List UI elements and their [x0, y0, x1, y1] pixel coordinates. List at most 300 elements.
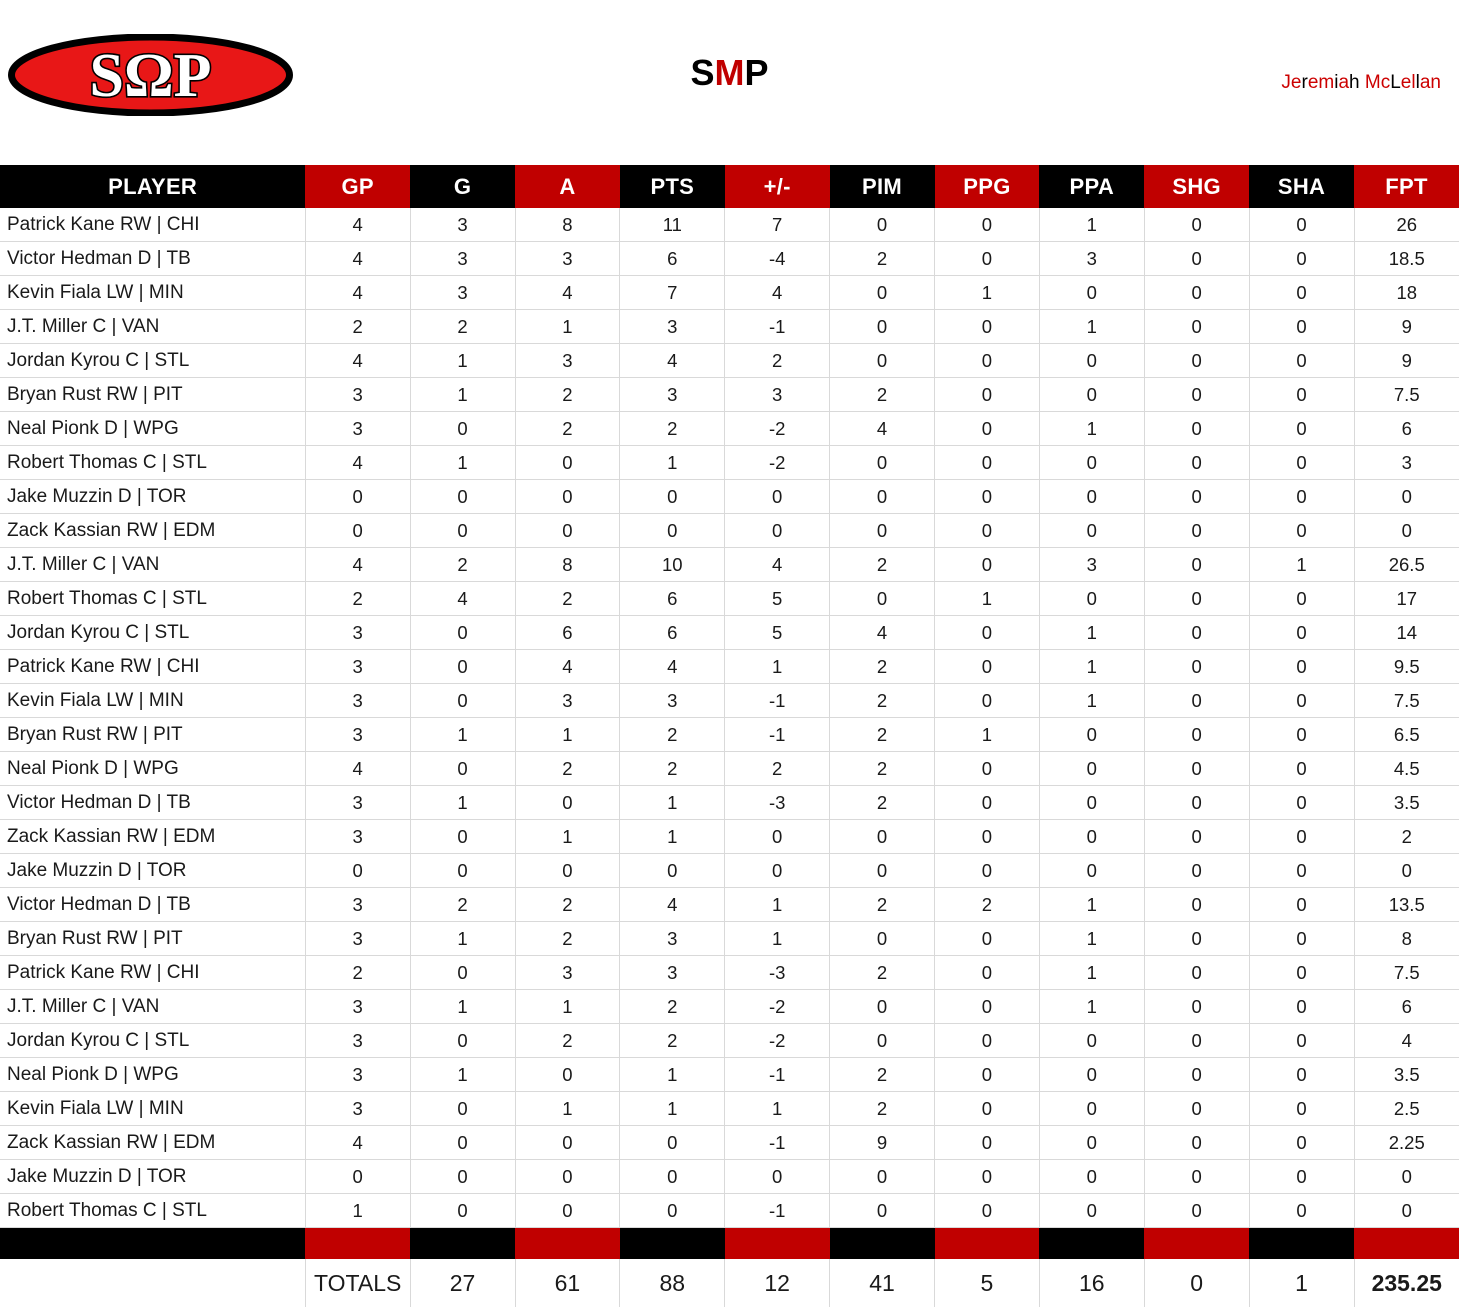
player-stats-table — [0, 165, 1459, 1307]
stat-cell-plus-minus: -1 — [725, 1194, 830, 1228]
stat-cell-gp: 2 — [305, 582, 410, 616]
stat-cell-g: 0 — [410, 820, 515, 854]
stat-cell-sha: 0 — [1249, 1126, 1354, 1160]
stat-cell-ppg: 0 — [935, 378, 1040, 412]
stat-cell-g: 0 — [410, 412, 515, 446]
stat-cell-a: 8 — [515, 208, 620, 242]
stat-cell-pts: 1 — [620, 1058, 725, 1092]
title-letter-m: M — [715, 52, 745, 93]
stat-cell-shg: 0 — [1144, 888, 1249, 922]
stat-cell-pim: 9 — [830, 1126, 935, 1160]
table-row — [0, 888, 1459, 922]
stat-cell-gp: 0 — [305, 480, 410, 514]
stat-cell-ppg: 0 — [935, 344, 1040, 378]
stat-cell-gp: 1 — [305, 1194, 410, 1228]
stat-cell-plus-minus: 1 — [725, 888, 830, 922]
stat-cell-shg: 0 — [1144, 208, 1249, 242]
stat-cell-ppa: 1 — [1039, 208, 1144, 242]
table-row — [0, 684, 1459, 718]
stat-cell-ppg: 0 — [935, 1160, 1040, 1194]
stat-cell-ppa: 0 — [1039, 820, 1144, 854]
svg-text:SΩP: SΩP — [89, 42, 211, 110]
stat-cell-a: 0 — [515, 1126, 620, 1160]
totals-separator-band — [0, 1228, 1459, 1260]
stat-cell-shg: 0 — [1144, 480, 1249, 514]
stat-cell-ppa: 0 — [1039, 1058, 1144, 1092]
stat-cell-pim: 0 — [830, 1160, 935, 1194]
stat-cell-gp: 3 — [305, 684, 410, 718]
stat-cell-ppa: 1 — [1039, 616, 1144, 650]
player-name-cell: Jordan Kyrou C | STL — [0, 616, 305, 650]
stat-cell-g: 2 — [410, 888, 515, 922]
player-name-cell: Patrick Kane RW | CHI — [0, 650, 305, 684]
stat-cell-ppa: 0 — [1039, 276, 1144, 310]
stat-cell-a: 0 — [515, 480, 620, 514]
stat-cell-sha: 0 — [1249, 344, 1354, 378]
stat-cell-gp: 4 — [305, 208, 410, 242]
table-row — [0, 1058, 1459, 1092]
band-cell-player — [0, 1228, 305, 1260]
column-header-g[interactable]: G — [410, 165, 515, 208]
band-cell-sha — [1249, 1228, 1354, 1260]
stat-cell-fpt: 0 — [1354, 480, 1459, 514]
stat-cell-ppg: 0 — [935, 1092, 1040, 1126]
stat-cell-g: 0 — [410, 854, 515, 888]
totals-a: 61 — [515, 1259, 620, 1307]
stat-cell-pim: 0 — [830, 446, 935, 480]
stat-cell-fpt: 18.5 — [1354, 242, 1459, 276]
band-cell-ppg — [935, 1228, 1040, 1260]
player-name-cell: Neal Pionk D | WPG — [0, 752, 305, 786]
stat-cell-pim: 2 — [830, 242, 935, 276]
player-name-cell: Jordan Kyrou C | STL — [0, 1024, 305, 1058]
stat-cell-pts: 6 — [620, 242, 725, 276]
column-header-pim[interactable]: PIM — [830, 165, 935, 208]
stat-cell-a: 3 — [515, 684, 620, 718]
stat-cell-ppg: 0 — [935, 548, 1040, 582]
stat-cell-fpt: 2.5 — [1354, 1092, 1459, 1126]
stat-cell-plus-minus: 1 — [725, 650, 830, 684]
totals-pts: 88 — [620, 1259, 725, 1307]
stat-cell-plus-minus: -1 — [725, 684, 830, 718]
stat-cell-sha: 0 — [1249, 718, 1354, 752]
stat-cell-a: 8 — [515, 548, 620, 582]
stat-cell-sha: 0 — [1249, 378, 1354, 412]
stat-cell-a: 0 — [515, 446, 620, 480]
stat-cell-fpt: 6 — [1354, 990, 1459, 1024]
stat-cell-a: 0 — [515, 786, 620, 820]
stat-cell-sha: 0 — [1249, 752, 1354, 786]
column-header-ppg[interactable]: PPG — [935, 165, 1040, 208]
stat-cell-pts: 1 — [620, 786, 725, 820]
stat-cell-fpt: 6.5 — [1354, 718, 1459, 752]
stat-cell-gp: 4 — [305, 344, 410, 378]
stat-cell-a: 0 — [515, 1058, 620, 1092]
stat-cell-pim: 0 — [830, 514, 935, 548]
stat-cell-pim: 0 — [830, 480, 935, 514]
totals-shg: 0 — [1144, 1259, 1249, 1307]
stat-cell-pts: 4 — [620, 888, 725, 922]
stat-cell-g: 0 — [410, 1160, 515, 1194]
stat-cell-sha: 0 — [1249, 446, 1354, 480]
stat-cell-ppg: 0 — [935, 1024, 1040, 1058]
totals-empty-cell — [0, 1259, 305, 1307]
stat-cell-ppg: 0 — [935, 1058, 1040, 1092]
stat-cell-pim: 0 — [830, 344, 935, 378]
totals-pim: 41 — [830, 1259, 935, 1307]
stat-cell-ppg: 0 — [935, 752, 1040, 786]
stat-cell-shg: 0 — [1144, 1194, 1249, 1228]
table-row — [0, 582, 1459, 616]
player-name-cell: Jake Muzzin D | TOR — [0, 854, 305, 888]
stat-cell-ppa: 0 — [1039, 1092, 1144, 1126]
stat-cell-gp: 3 — [305, 1058, 410, 1092]
stat-cell-a: 4 — [515, 650, 620, 684]
column-header-a[interactable]: A — [515, 165, 620, 208]
stat-cell-pim: 4 — [830, 616, 935, 650]
stat-cell-fpt: 4 — [1354, 1024, 1459, 1058]
stat-cell-plus-minus: 0 — [725, 514, 830, 548]
page-header — [0, 0, 1459, 150]
stat-cell-ppg: 0 — [935, 684, 1040, 718]
stat-cell-sha: 0 — [1249, 582, 1354, 616]
stat-cell-ppa: 0 — [1039, 854, 1144, 888]
player-name-cell: Robert Thomas C | STL — [0, 582, 305, 616]
stat-cell-shg: 0 — [1144, 310, 1249, 344]
stat-cell-ppa: 0 — [1039, 1194, 1144, 1228]
stat-cell-pim: 2 — [830, 1058, 935, 1092]
stat-cell-sha: 0 — [1249, 650, 1354, 684]
table-row — [0, 820, 1459, 854]
stat-cell-gp: 0 — [305, 1160, 410, 1194]
stat-cell-ppa: 0 — [1039, 446, 1144, 480]
stat-cell-a: 2 — [515, 752, 620, 786]
stat-cell-pts: 3 — [620, 310, 725, 344]
stat-cell-sha: 0 — [1249, 310, 1354, 344]
stat-cell-g: 1 — [410, 344, 515, 378]
stat-cell-g: 3 — [410, 208, 515, 242]
stat-cell-a: 1 — [515, 1092, 620, 1126]
stat-cell-pim: 2 — [830, 1092, 935, 1126]
stat-cell-g: 2 — [410, 548, 515, 582]
stat-cell-ppa: 1 — [1039, 956, 1144, 990]
stat-cell-g: 1 — [410, 378, 515, 412]
table-row — [0, 548, 1459, 582]
stat-cell-gp: 4 — [305, 1126, 410, 1160]
table-body — [0, 208, 1459, 1228]
stat-cell-plus-minus: 0 — [725, 480, 830, 514]
table-row — [0, 718, 1459, 752]
stat-cell-plus-minus: 1 — [725, 1092, 830, 1126]
player-name-cell: Bryan Rust RW | PIT — [0, 718, 305, 752]
stat-cell-fpt: 3.5 — [1354, 1058, 1459, 1092]
table-row — [0, 956, 1459, 990]
stat-cell-pts: 0 — [620, 854, 725, 888]
stat-cell-plus-minus: 0 — [725, 1160, 830, 1194]
stat-cell-fpt: 0 — [1354, 1160, 1459, 1194]
player-name-cell: Jake Muzzin D | TOR — [0, 480, 305, 514]
stat-cell-pim: 2 — [830, 378, 935, 412]
stat-cell-ppg: 0 — [935, 310, 1040, 344]
table-row — [0, 752, 1459, 786]
stat-cell-gp: 3 — [305, 1092, 410, 1126]
stat-cell-g: 1 — [410, 922, 515, 956]
stat-cell-ppa: 3 — [1039, 548, 1144, 582]
stat-cell-shg: 0 — [1144, 650, 1249, 684]
player-name-cell: J.T. Miller C | VAN — [0, 310, 305, 344]
stat-cell-sha: 0 — [1249, 616, 1354, 650]
stat-cell-sha: 0 — [1249, 990, 1354, 1024]
column-header-gp[interactable]: GP — [305, 165, 410, 208]
stat-cell-ppa: 1 — [1039, 888, 1144, 922]
stat-cell-gp: 2 — [305, 310, 410, 344]
stat-cell-g: 3 — [410, 242, 515, 276]
stat-cell-ppa: 0 — [1039, 582, 1144, 616]
stat-cell-pts: 2 — [620, 752, 725, 786]
totals-row — [0, 1259, 1459, 1307]
stat-cell-shg: 0 — [1144, 990, 1249, 1024]
stat-cell-gp: 0 — [305, 514, 410, 548]
stat-cell-plus-minus: 2 — [725, 344, 830, 378]
stat-cell-plus-minus: -1 — [725, 718, 830, 752]
stat-cell-plus-minus: 3 — [725, 378, 830, 412]
stat-cell-pim: 0 — [830, 990, 935, 1024]
stat-cell-fpt: 9 — [1354, 344, 1459, 378]
stat-cell-a: 3 — [515, 242, 620, 276]
column-header-shg[interactable]: SHG — [1144, 165, 1249, 208]
smp-logo-icon — [8, 34, 293, 116]
column-header-ppa[interactable]: PPA — [1039, 165, 1144, 208]
stat-cell-shg: 0 — [1144, 582, 1249, 616]
stat-cell-sha: 0 — [1249, 820, 1354, 854]
stat-cell-fpt: 7.5 — [1354, 956, 1459, 990]
stat-cell-ppa: 1 — [1039, 684, 1144, 718]
table-row — [0, 1092, 1459, 1126]
stat-cell-gp: 3 — [305, 820, 410, 854]
stat-cell-pim: 2 — [830, 752, 935, 786]
stat-cell-pim: 2 — [830, 718, 935, 752]
stat-cell-fpt: 3 — [1354, 446, 1459, 480]
stat-cell-plus-minus: 0 — [725, 820, 830, 854]
stat-cell-gp: 4 — [305, 276, 410, 310]
column-header-player[interactable]: PLAYER — [0, 165, 305, 208]
stat-cell-ppa: 0 — [1039, 344, 1144, 378]
stat-cell-g: 0 — [410, 1024, 515, 1058]
stat-cell-gp: 3 — [305, 650, 410, 684]
player-name-cell: Bryan Rust RW | PIT — [0, 922, 305, 956]
stat-cell-fpt: 9 — [1354, 310, 1459, 344]
stat-cell-pts: 2 — [620, 718, 725, 752]
stat-cell-pts: 2 — [620, 990, 725, 1024]
stat-cell-gp: 3 — [305, 616, 410, 650]
player-name-cell: Robert Thomas C | STL — [0, 1194, 305, 1228]
stat-cell-g: 0 — [410, 956, 515, 990]
stat-cell-pts: 6 — [620, 582, 725, 616]
stat-cell-plus-minus: -1 — [725, 1126, 830, 1160]
stat-cell-ppa: 1 — [1039, 922, 1144, 956]
stat-cell-gp: 4 — [305, 548, 410, 582]
stat-cell-plus-minus: 4 — [725, 276, 830, 310]
stat-cell-ppa: 0 — [1039, 378, 1144, 412]
stat-cell-gp: 3 — [305, 378, 410, 412]
page-title-text — [690, 55, 768, 91]
stat-cell-ppg: 0 — [935, 480, 1040, 514]
stat-cell-plus-minus: -2 — [725, 1024, 830, 1058]
stat-cell-fpt: 0 — [1354, 514, 1459, 548]
stat-cell-fpt: 14 — [1354, 616, 1459, 650]
stat-cell-a: 2 — [515, 1024, 620, 1058]
band-cell-ppa — [1039, 1228, 1144, 1260]
owner-name: Jeremiah McLellan — [1281, 72, 1441, 94]
stat-cell-pim: 0 — [830, 276, 935, 310]
stat-cell-fpt: 13.5 — [1354, 888, 1459, 922]
player-name-cell: Zack Kassian RW | EDM — [0, 820, 305, 854]
totals-ppg: 5 — [935, 1259, 1040, 1307]
stat-cell-pim: 2 — [830, 786, 935, 820]
table-footer — [0, 1228, 1459, 1307]
stat-cell-a: 1 — [515, 990, 620, 1024]
stat-cell-gp: 4 — [305, 446, 410, 480]
stat-cell-ppa: 0 — [1039, 752, 1144, 786]
stat-cell-sha: 0 — [1249, 1194, 1354, 1228]
totals-plus-minus: 12 — [725, 1259, 830, 1307]
stat-cell-ppg: 0 — [935, 786, 1040, 820]
stat-cell-ppg: 0 — [935, 956, 1040, 990]
column-header-fpt[interactable]: FPT — [1354, 165, 1459, 208]
table-row — [0, 310, 1459, 344]
stat-cell-ppa: 0 — [1039, 514, 1144, 548]
table-row — [0, 786, 1459, 820]
stat-cell-shg: 0 — [1144, 718, 1249, 752]
table-row — [0, 990, 1459, 1024]
stat-cell-shg: 0 — [1144, 854, 1249, 888]
stat-cell-fpt: 4.5 — [1354, 752, 1459, 786]
stat-cell-a: 0 — [515, 854, 620, 888]
stat-cell-pts: 0 — [620, 480, 725, 514]
stat-cell-fpt: 7.5 — [1354, 684, 1459, 718]
stat-cell-sha: 0 — [1249, 922, 1354, 956]
stat-cell-plus-minus: 0 — [725, 854, 830, 888]
stat-cell-shg: 0 — [1144, 1126, 1249, 1160]
column-header-pts[interactable]: PTS — [620, 165, 725, 208]
player-name-cell: Victor Hedman D | TB — [0, 242, 305, 276]
stat-cell-ppa: 1 — [1039, 310, 1144, 344]
stat-cell-ppg: 2 — [935, 888, 1040, 922]
stat-cell-g: 0 — [410, 480, 515, 514]
stat-cell-gp: 3 — [305, 888, 410, 922]
column-header-plus-minus[interactable]: +/- — [725, 165, 830, 208]
stat-cell-ppa: 1 — [1039, 990, 1144, 1024]
stat-cell-fpt: 0 — [1354, 854, 1459, 888]
stat-cell-pim: 0 — [830, 208, 935, 242]
stat-cell-ppa: 3 — [1039, 242, 1144, 276]
table-header-row — [0, 165, 1459, 208]
totals-g: 27 — [410, 1259, 515, 1307]
player-name-cell: Zack Kassian RW | EDM — [0, 1126, 305, 1160]
stat-cell-plus-minus: 4 — [725, 548, 830, 582]
stat-cell-shg: 0 — [1144, 922, 1249, 956]
stat-cell-shg: 0 — [1144, 514, 1249, 548]
stat-cell-ppa: 0 — [1039, 718, 1144, 752]
stat-cell-pim: 0 — [830, 1024, 935, 1058]
stat-cell-g: 1 — [410, 446, 515, 480]
stat-cell-a: 2 — [515, 582, 620, 616]
player-name-cell: J.T. Miller C | VAN — [0, 990, 305, 1024]
stat-cell-pts: 2 — [620, 1024, 725, 1058]
table-row — [0, 378, 1459, 412]
stat-cell-pts: 1 — [620, 820, 725, 854]
stat-cell-sha: 0 — [1249, 1160, 1354, 1194]
stat-cell-sha: 0 — [1249, 242, 1354, 276]
stat-cell-ppg: 0 — [935, 650, 1040, 684]
player-name-cell: Robert Thomas C | STL — [0, 446, 305, 480]
player-name-cell: Neal Pionk D | WPG — [0, 412, 305, 446]
stat-cell-a: 2 — [515, 888, 620, 922]
stat-cell-plus-minus: -3 — [725, 786, 830, 820]
stat-cell-ppg: 0 — [935, 820, 1040, 854]
table-row — [0, 616, 1459, 650]
table-row — [0, 854, 1459, 888]
stat-cell-a: 2 — [515, 412, 620, 446]
table-row — [0, 1160, 1459, 1194]
stat-cell-ppg: 0 — [935, 922, 1040, 956]
stat-cell-ppg: 1 — [935, 582, 1040, 616]
stat-cell-plus-minus: -2 — [725, 412, 830, 446]
stat-cell-pts: 1 — [620, 1092, 725, 1126]
stat-cell-a: 0 — [515, 1160, 620, 1194]
stat-cell-g: 0 — [410, 1194, 515, 1228]
stat-cell-ppg: 0 — [935, 1194, 1040, 1228]
player-name-cell: J.T. Miller C | VAN — [0, 548, 305, 582]
stat-cell-sha: 0 — [1249, 276, 1354, 310]
stat-cell-g: 0 — [410, 1092, 515, 1126]
stat-cell-pts: 1 — [620, 446, 725, 480]
player-name-cell: Zack Kassian RW | EDM — [0, 514, 305, 548]
stat-cell-g: 0 — [410, 684, 515, 718]
stat-cell-ppa: 1 — [1039, 412, 1144, 446]
player-name-cell: Kevin Fiala LW | MIN — [0, 1092, 305, 1126]
stat-cell-pts: 3 — [620, 956, 725, 990]
table-row — [0, 412, 1459, 446]
stat-cell-sha: 0 — [1249, 514, 1354, 548]
stat-cell-g: 2 — [410, 310, 515, 344]
stat-cell-a: 1 — [515, 820, 620, 854]
stat-cell-shg: 0 — [1144, 1024, 1249, 1058]
stat-cell-pim: 2 — [830, 650, 935, 684]
stat-cell-pts: 2 — [620, 412, 725, 446]
stat-cell-g: 4 — [410, 582, 515, 616]
player-name-cell: Bryan Rust RW | PIT — [0, 378, 305, 412]
stat-cell-pts: 3 — [620, 378, 725, 412]
stat-cell-fpt: 26 — [1354, 208, 1459, 242]
stat-cell-sha: 0 — [1249, 412, 1354, 446]
stat-cell-fpt: 3.5 — [1354, 786, 1459, 820]
stat-cell-plus-minus: 5 — [725, 616, 830, 650]
stat-cell-plus-minus: 7 — [725, 208, 830, 242]
stat-cell-plus-minus: -1 — [725, 1058, 830, 1092]
stat-cell-shg: 0 — [1144, 276, 1249, 310]
stat-cell-shg: 0 — [1144, 616, 1249, 650]
stat-cell-ppa: 0 — [1039, 1126, 1144, 1160]
stat-cell-pim: 2 — [830, 548, 935, 582]
column-header-sha[interactable]: SHA — [1249, 165, 1354, 208]
stat-cell-ppg: 0 — [935, 446, 1040, 480]
stat-cell-ppa: 1 — [1039, 650, 1144, 684]
band-cell-fpt — [1354, 1228, 1459, 1260]
smp-logo — [8, 34, 293, 116]
stat-cell-fpt: 17 — [1354, 582, 1459, 616]
stat-cell-ppg: 0 — [935, 242, 1040, 276]
